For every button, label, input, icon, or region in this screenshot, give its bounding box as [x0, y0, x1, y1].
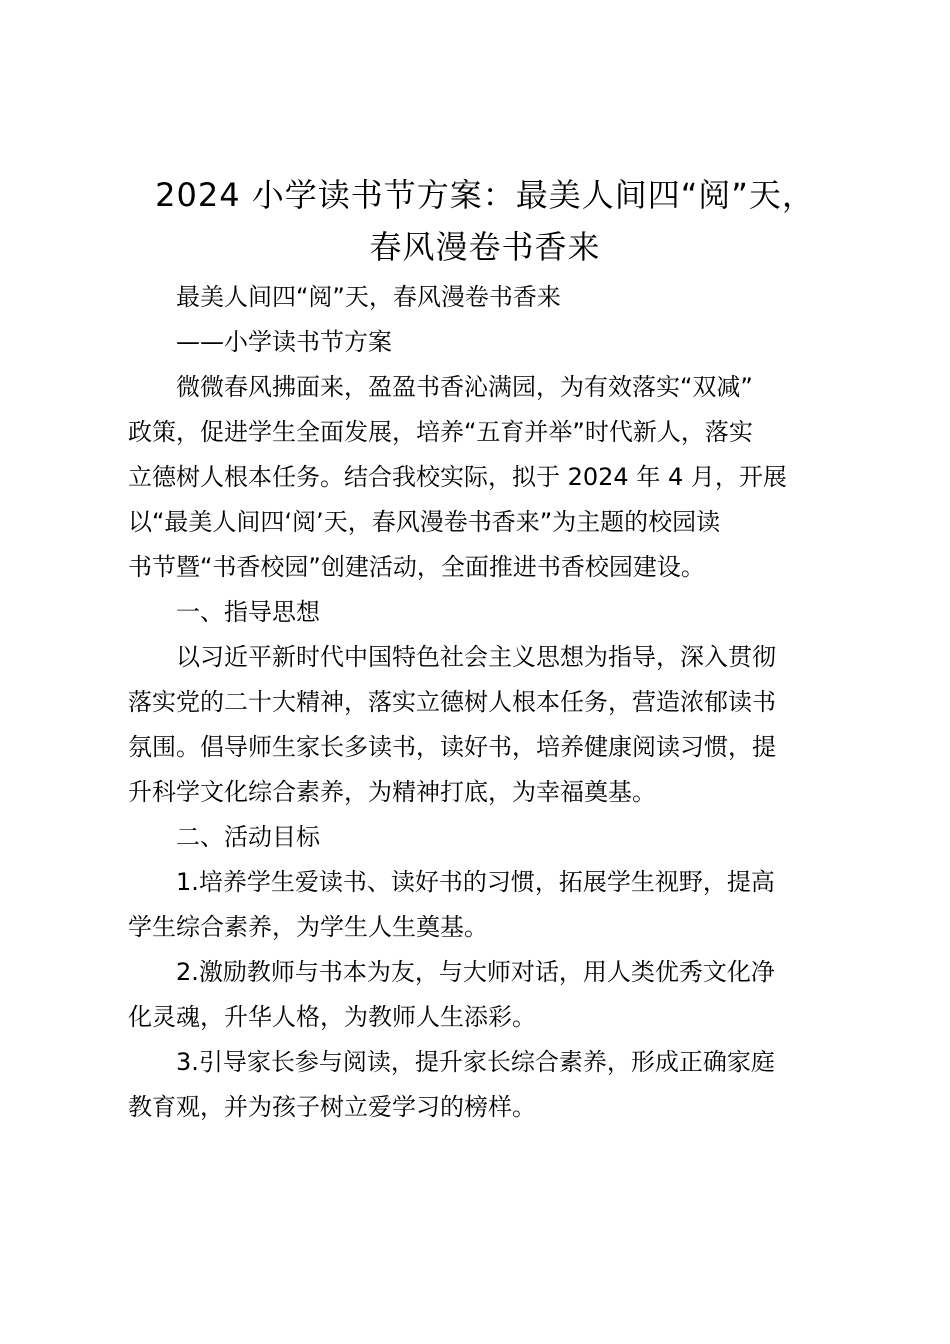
body-text-line: 化灵魂，升华人格，为教师人生添彩。: [128, 1003, 536, 1031]
body-text-line: 1.培养学生爱读书、读好书的习惯，拓展学生视野，提高: [128, 868, 775, 896]
body-text-line: 氛围。倡导师生家长多读书，读好书，培养健康阅读习惯，提: [128, 733, 776, 761]
body-text-line: 以“最美人间四‘阅’天，春风漫卷书香来”为主题的校园读: [128, 508, 721, 536]
body-text-line: 学生综合素养，为学生人生奠基。: [128, 913, 488, 941]
body-text-line: 落实党的二十大精神，落实立德树人根本任务，营造浓郁读书: [128, 688, 776, 716]
document-title-line-2: 春风漫卷书香来: [369, 228, 601, 266]
body-text-line: 微微春风拂面来，盈盈书香沁满园，为有效落实“双减”: [128, 373, 753, 401]
section-heading: 二、活动目标: [128, 823, 320, 851]
body-text-line: 升科学文化综合素养，为精神打底，为幸福奠基。: [128, 778, 656, 806]
body-text-line: 2.激励教师与书本为友，与大师对话，用人类优秀文化净: [128, 958, 775, 986]
body-text-line: 3.引导家长参与阅读，提升家长综合素养，形成正确家庭: [128, 1048, 775, 1076]
subtitle-line: 最美人间四“阅”天，春风漫卷书香来: [128, 283, 561, 311]
body-text-line: 以习近平新时代中国特色社会主义思想为指导，深入贯彻: [128, 643, 776, 671]
body-text-line: 政策，促进学生全面发展，培养“五育并举”时代新人，落实: [128, 418, 753, 446]
document-title-line-1: 2024 小学读书节方案：最美人间四“阅”天，: [155, 176, 815, 214]
section-heading: 一、指导思想: [128, 598, 320, 626]
body-text-line: 教育观，并为孩子树立爱学习的榜样。: [128, 1093, 536, 1121]
body-text-line: 立德树人根本任务。结合我校实际，拟于 2024 年 4 月，开展: [128, 463, 787, 491]
body-text-line: 书节暨“书香校园”创建活动，全面推进书香校园建设。: [128, 553, 705, 581]
subtitle-line: ——小学读书节方案: [128, 328, 392, 356]
